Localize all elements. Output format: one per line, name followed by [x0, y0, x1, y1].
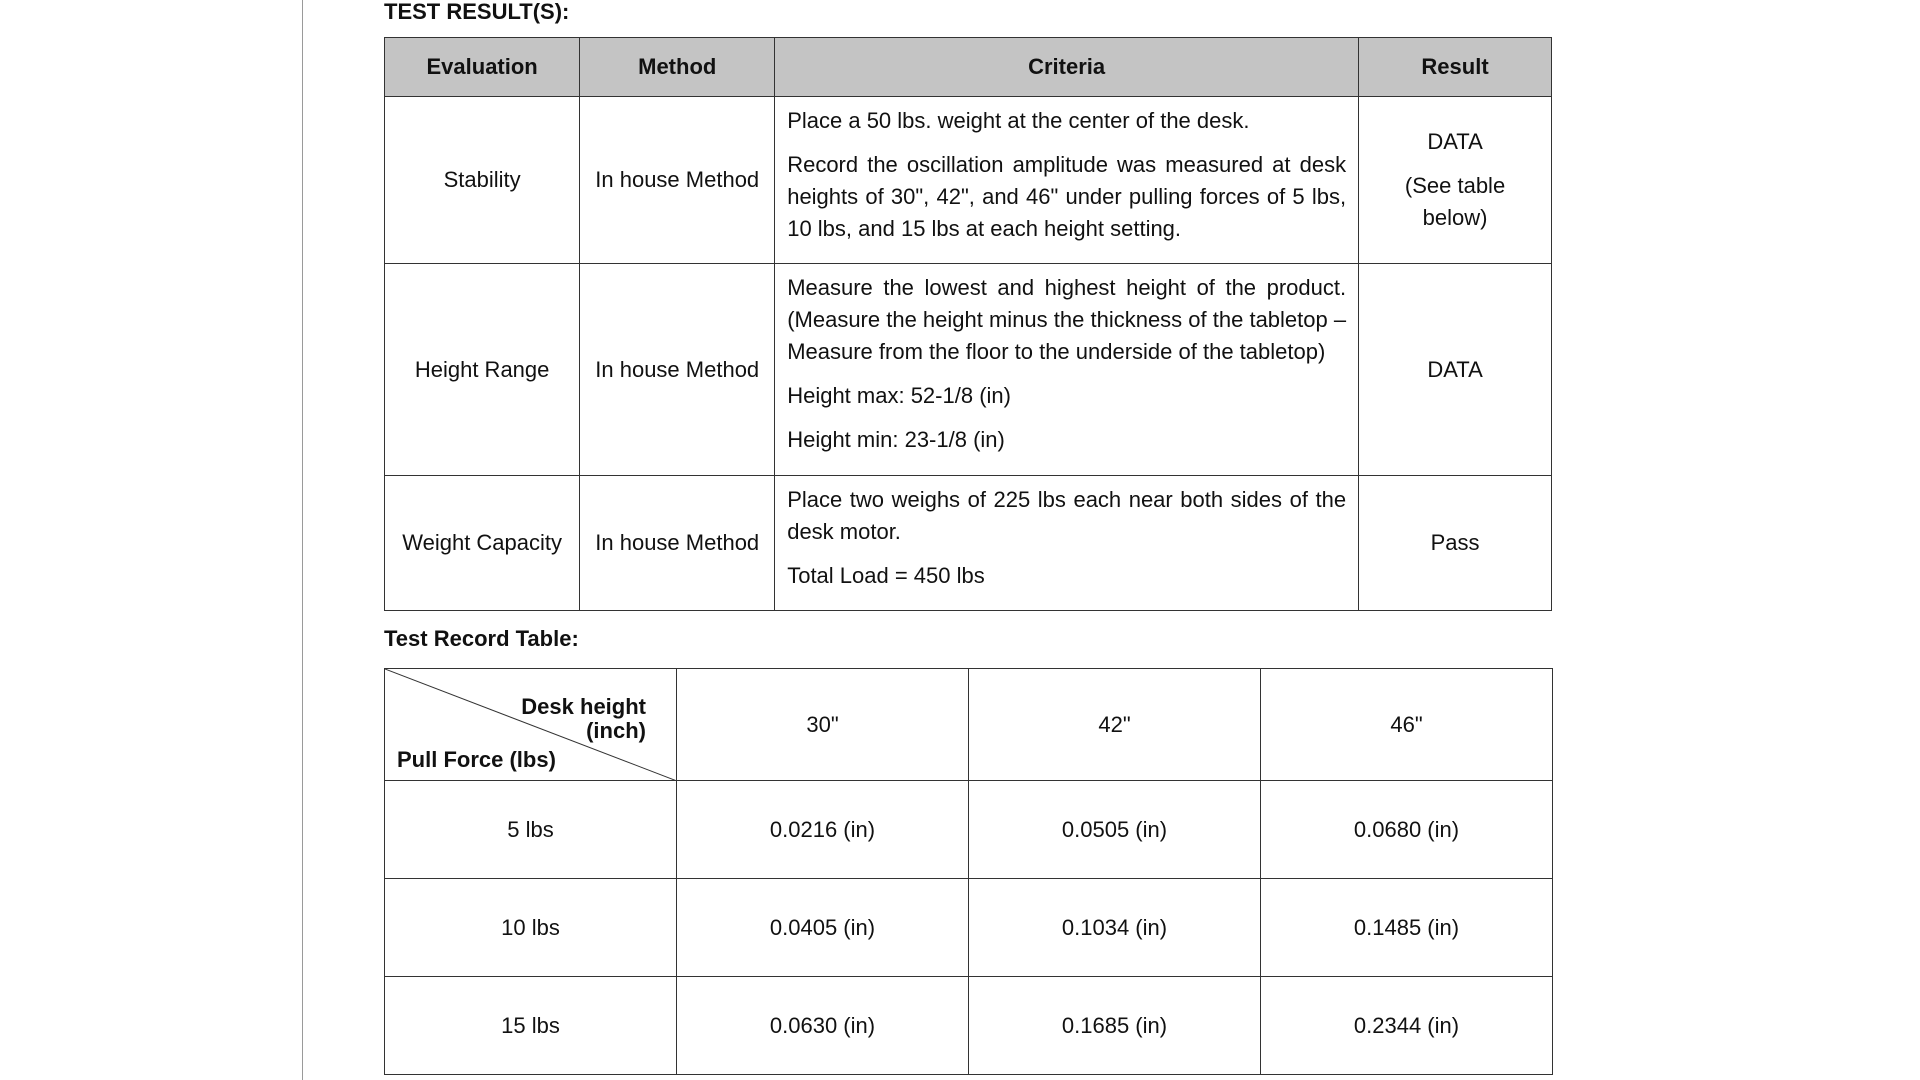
- criteria-text: Place two weighs of 225 lbs each near both sides of the desk motor.: [787, 487, 1347, 544]
- header-criteria: Criteria: [775, 38, 1359, 97]
- criteria-text: Place a 50 lbs. weight at the center of the desk.: [787, 108, 1250, 133]
- evaluation-cell: Stability: [385, 97, 580, 264]
- amplitude-cell: 0.0405 (in): [677, 879, 969, 977]
- force-cell: 5 lbs: [385, 781, 677, 879]
- criteria-cell: [775, 264, 1359, 476]
- table-row: [385, 781, 1553, 879]
- amplitude-cell: 0.0630 (in): [677, 977, 969, 1075]
- criteria-text: Measure the lowest and highest height of the product. (Measure the height minus the thickness of the tabletop – Measure from the floor to the underside of the tabletop): [787, 275, 1347, 364]
- height-header-30: 30": [677, 669, 969, 781]
- record-header-row: [385, 669, 1553, 781]
- diagonal-header-cell: [385, 669, 677, 781]
- amplitude-cell: 0.0680 (in): [1261, 781, 1553, 879]
- criteria-text: Height min: 23-1/8 (in): [787, 427, 1005, 452]
- criteria-text: Total Load = 450 lbs: [787, 563, 985, 588]
- pull-force-label: Pull Force (lbs): [397, 747, 556, 772]
- method-cell: In house Method: [580, 264, 775, 476]
- height-header-46: 46": [1261, 669, 1553, 781]
- force-cell: 15 lbs: [385, 977, 677, 1075]
- page-margin-rule: [302, 0, 303, 1080]
- force-cell: 10 lbs: [385, 879, 677, 977]
- criteria-cell: [775, 476, 1359, 611]
- method-cell: In house Method: [580, 97, 775, 264]
- result-text: DATA: [1427, 129, 1483, 154]
- test-results-table: [384, 37, 1552, 611]
- result-cell: [1359, 97, 1552, 264]
- method-cell: In house Method: [580, 476, 775, 611]
- table-row: [385, 879, 1553, 977]
- amplitude-cell: 0.0216 (in): [677, 781, 969, 879]
- criteria-cell: [775, 97, 1359, 264]
- desk-height-label: Desk height (inch): [521, 694, 646, 743]
- amplitude-cell: 0.1685 (in): [969, 977, 1261, 1075]
- result-text: (See table: [1404, 173, 1506, 198]
- header-evaluation: Evaluation: [385, 38, 580, 97]
- criteria-text: Record the oscillation amplitude was measured at desk heights of 30", 42", and 46" under pulling forces of 5 lbs, 10 lbs, and 15 lbs at each height setting.: [787, 152, 1347, 241]
- test-record-heading: Test Record Table:: [384, 626, 579, 651]
- header-method: Method: [580, 38, 775, 97]
- result-cell: DATA: [1359, 264, 1552, 476]
- results-row-height-range: [385, 264, 1552, 476]
- results-header-row: [385, 38, 1552, 97]
- amplitude-cell: 0.2344 (in): [1261, 977, 1553, 1075]
- height-header-42: 42": [969, 669, 1261, 781]
- result-cell: Pass: [1359, 476, 1552, 611]
- amplitude-cell: 0.1034 (in): [969, 879, 1261, 977]
- test-results-heading: TEST RESULT(S):: [384, 0, 570, 24]
- header-result: Result: [1359, 38, 1552, 97]
- test-record-table: [384, 668, 1553, 1075]
- evaluation-cell: Weight Capacity: [385, 476, 580, 611]
- criteria-text: Height max: 52-1/8 (in): [787, 383, 1011, 408]
- evaluation-cell: Height Range: [385, 264, 580, 476]
- amplitude-cell: 0.0505 (in): [969, 781, 1261, 879]
- table-row: [385, 977, 1553, 1075]
- results-row-weight-capacity: [385, 476, 1552, 611]
- result-text: below): [1422, 205, 1488, 230]
- amplitude-cell: 0.1485 (in): [1261, 879, 1553, 977]
- results-row-stability: [385, 97, 1552, 264]
